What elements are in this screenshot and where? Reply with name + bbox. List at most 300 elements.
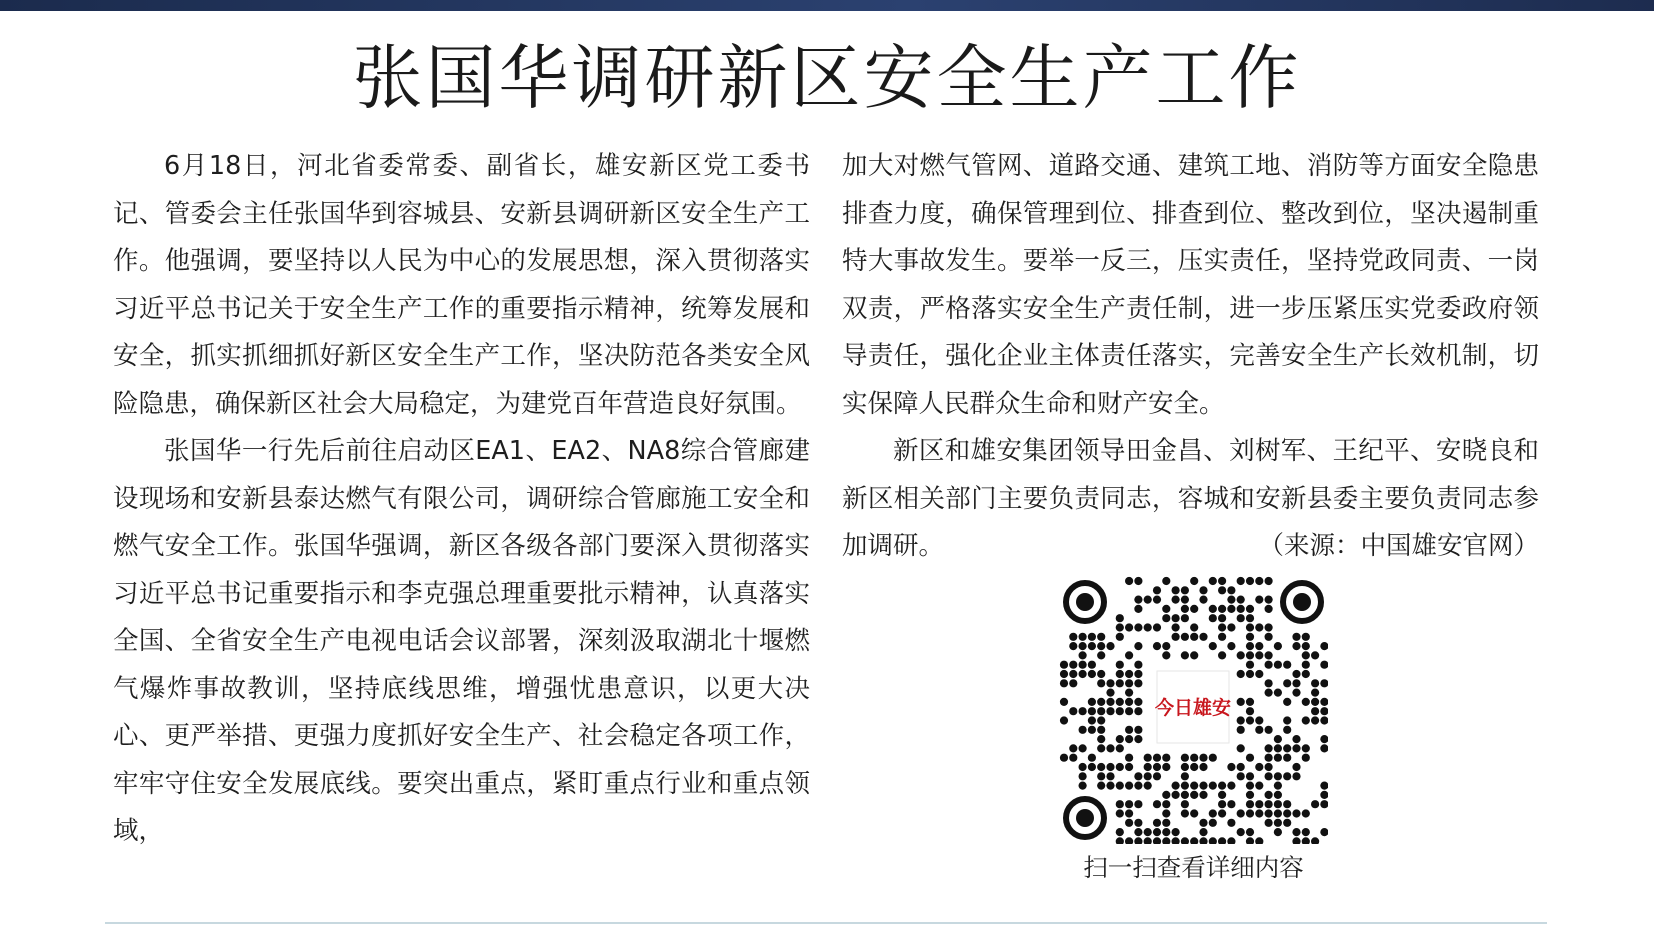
qr-module — [1162, 614, 1170, 622]
qr-module — [1265, 800, 1273, 808]
qr-module — [1079, 744, 1087, 752]
qr-module — [1125, 754, 1133, 762]
qr-module — [1292, 828, 1300, 836]
qr-module — [1265, 623, 1273, 631]
qr-module — [1079, 633, 1087, 641]
qr-module — [1190, 782, 1198, 790]
qr-module — [1255, 809, 1263, 817]
qr-module — [1237, 763, 1245, 771]
qr-module — [1255, 623, 1263, 631]
qr-module — [1274, 744, 1282, 752]
qr-module — [1116, 782, 1124, 790]
qr-module — [1209, 782, 1217, 790]
qr-module — [1153, 819, 1161, 827]
qr-module — [1274, 782, 1282, 790]
qr-module — [1181, 633, 1189, 641]
qr-module — [1181, 651, 1189, 659]
qr-module — [1311, 679, 1319, 687]
qr-module — [1172, 596, 1180, 604]
qr-module — [1227, 819, 1235, 827]
qr-module — [1311, 689, 1319, 697]
qr-module — [1218, 623, 1226, 631]
qr-module — [1181, 586, 1189, 594]
qr-module — [1246, 605, 1254, 613]
qr-module — [1134, 605, 1142, 613]
qr-module — [1144, 596, 1152, 604]
qr-module — [1292, 744, 1300, 752]
qr-module — [1311, 698, 1319, 706]
qr-module — [1079, 651, 1087, 659]
qr-module — [1144, 782, 1152, 790]
qr-module — [1125, 679, 1133, 687]
qr-module — [1097, 763, 1105, 771]
qr-module — [1218, 577, 1226, 585]
qr-module — [1283, 809, 1291, 817]
qr-module — [1125, 698, 1133, 706]
qr-module — [1237, 716, 1245, 724]
qr-module — [1116, 623, 1124, 631]
qr-module — [1106, 772, 1114, 780]
qr-module — [1265, 661, 1273, 669]
qr-module — [1209, 614, 1217, 622]
paragraph-2: 张国华一行先后前往启动区EA1、EA2、NA8综合管廊建设现场和安新县泰达燃气有限公司，调研综合管廊施工安全和燃气安全工作。张国华强调，新区各级各部门要深入贯彻落实习近平总书记重要指示和李克强总理重要批示精神，认真落实全国、全省安全生产电视电话会议部署，深刻汲取湖北十堰燃气爆炸事故教训，坚持底线思维，增强忧患意识，以更大决心、更严举措、更强力度抓好安全生产、社会稳定各项工作，牢牢守住安全发展底线。要突出重点，紧盯重点行业和重点领域， — [113, 436, 810, 846]
qr-module — [1190, 763, 1198, 771]
qr-module — [1227, 586, 1235, 594]
qr-module — [1246, 642, 1254, 650]
qr-module — [1097, 698, 1105, 706]
qr-module — [1181, 772, 1189, 780]
qr-module — [1246, 809, 1254, 817]
qr-module — [1134, 698, 1142, 706]
qr-module — [1265, 772, 1273, 780]
qr-module — [1172, 614, 1180, 622]
qr-module — [1172, 828, 1180, 836]
qr-module — [1060, 716, 1068, 724]
qr-module — [1069, 670, 1077, 678]
qr-module — [1144, 754, 1152, 762]
qr-module — [1190, 754, 1198, 762]
qr-module — [1116, 828, 1124, 836]
qr-module — [1116, 670, 1124, 678]
qr-module — [1302, 698, 1310, 706]
qr-module — [1116, 763, 1124, 771]
qr-module — [1162, 763, 1170, 771]
qr-module — [1125, 735, 1133, 743]
qr-module — [1134, 707, 1142, 715]
qr-module — [1237, 744, 1245, 752]
qr-module — [1134, 670, 1142, 678]
qr-module — [1153, 754, 1161, 762]
qr-module — [1069, 679, 1077, 687]
qr-module — [1181, 763, 1189, 771]
qr-module — [1125, 726, 1133, 734]
qr-module — [1069, 707, 1077, 715]
qr-module — [1246, 791, 1254, 799]
qr-module — [1097, 633, 1105, 641]
qr-module — [1106, 698, 1114, 706]
qr-module — [1134, 782, 1142, 790]
qr-module — [1302, 716, 1310, 724]
qr-module — [1134, 642, 1142, 650]
qr-module — [1125, 809, 1133, 817]
qr-module — [1069, 744, 1077, 752]
qr-module — [1134, 596, 1142, 604]
qr-module — [1292, 763, 1300, 771]
qr-module — [1274, 819, 1282, 827]
qr-module — [1302, 633, 1310, 641]
qr-module — [1144, 763, 1152, 771]
qr-module — [1302, 651, 1310, 659]
qr-module — [1125, 782, 1133, 790]
qr-module — [1227, 623, 1235, 631]
qr-module — [1172, 623, 1180, 631]
qr-module — [1283, 800, 1291, 808]
qr-module — [1153, 642, 1161, 650]
qr-module — [1088, 642, 1096, 650]
qr-module — [1106, 763, 1114, 771]
qr-module — [1097, 782, 1105, 790]
qr-module — [1302, 754, 1310, 762]
qr-module — [1265, 763, 1273, 771]
qr-module — [1209, 809, 1217, 817]
qr-module — [1283, 716, 1291, 724]
qr-module — [1265, 679, 1273, 687]
qr-module — [1153, 623, 1161, 631]
article-column-right — [842, 143, 1539, 571]
qr-module — [1209, 819, 1217, 827]
qr-module — [1125, 707, 1133, 715]
qr-module — [1069, 633, 1077, 641]
qr-module — [1069, 661, 1077, 669]
qr-module — [1227, 605, 1235, 613]
qr-module — [1283, 698, 1291, 706]
qr-module — [1116, 735, 1124, 743]
qr-module — [1227, 800, 1235, 808]
qr-module — [1097, 735, 1105, 743]
qr-module — [1116, 679, 1124, 687]
qr-module — [1134, 800, 1142, 808]
qr-module — [1292, 679, 1300, 687]
qr-module — [1069, 642, 1077, 650]
qr-module — [1079, 670, 1087, 678]
qr-module — [1181, 605, 1189, 613]
qr-module — [1153, 596, 1161, 604]
qr-module — [1079, 763, 1087, 771]
qr-module — [1265, 819, 1273, 827]
qr-module — [1162, 828, 1170, 836]
qr-module — [1134, 623, 1142, 631]
qr-module — [1237, 670, 1245, 678]
qr-module — [1227, 782, 1235, 790]
paragraph-2-continued: 加大对燃气管网、道路交通、建筑工地、消防等方面安全隐患排查力度，确保管理到位、排查到位、整改到位，坚决遏制重特大事故发生。要举一反三，压实责任，坚持党政同责、一岗双责，严格落实安全生产责任制，进一步压紧压实党委政府领导责任，强化企业主体责任落实，完善安全生产长效机制，切实保障人民群众生命和财产安全。 — [842, 151, 1539, 419]
qr-module — [1088, 716, 1096, 724]
qr-module — [1255, 800, 1263, 808]
qr-module — [1190, 633, 1198, 641]
qr-module — [1106, 689, 1114, 697]
qr-module — [1134, 661, 1142, 669]
qr-module — [1181, 800, 1189, 808]
qr-module — [1255, 596, 1263, 604]
qr-module — [1162, 809, 1170, 817]
qr-module — [1162, 754, 1170, 762]
qr-module — [1283, 726, 1291, 734]
qr-module — [1190, 809, 1198, 817]
qr-module — [1265, 754, 1273, 762]
qr-module — [1116, 698, 1124, 706]
qr-module — [1097, 716, 1105, 724]
qr-module — [1172, 586, 1180, 594]
qr-module — [1274, 791, 1282, 799]
qr-module — [1255, 726, 1263, 734]
qr-module — [1199, 586, 1207, 594]
qr-module — [1060, 698, 1068, 706]
qr-module — [1283, 744, 1291, 752]
qr-module — [1153, 586, 1161, 594]
qr-module — [1265, 577, 1273, 585]
qr-module — [1246, 698, 1254, 706]
qr-module — [1265, 689, 1273, 697]
qr-module — [1190, 623, 1198, 631]
qr-module — [1218, 651, 1226, 659]
qr-module — [1088, 661, 1096, 669]
qr-module — [1255, 642, 1263, 650]
qr-module — [1218, 800, 1226, 808]
qr-module — [1088, 633, 1096, 641]
qr-module — [1199, 819, 1207, 827]
qr-module — [1172, 633, 1180, 641]
qr-module — [1079, 661, 1087, 669]
qr-module — [1255, 763, 1263, 771]
qr-module — [1106, 707, 1114, 715]
qr-module — [1079, 782, 1087, 790]
qr-module — [1311, 707, 1319, 715]
qr-module — [1283, 772, 1291, 780]
qr-logo-text: 今日雄安 — [1154, 697, 1232, 719]
qr-module — [1144, 772, 1152, 780]
qr-module — [1265, 596, 1273, 604]
qr-module — [1246, 577, 1254, 585]
qr-module — [1292, 689, 1300, 697]
qr-module — [1134, 828, 1142, 836]
qr-module — [1218, 809, 1226, 817]
qr-module — [1116, 661, 1124, 669]
qr-module — [1237, 651, 1245, 659]
qr-module — [1181, 782, 1189, 790]
paragraph-1: 6月18日，河北省委常委、副省长，雄安新区党工委书记、管委会主任张国华到容城县、安新县调研新区安全生产工作。他强调，要坚持以人民为中心的发展思想，深入贯彻落实习近平总书记关于安全生产工作的重要指示精神，统筹发展和安全，抓实抓细抓好新区安全生产工作，坚决防范各类安全风险隐患，确保新区社会大局稳定，为建党百年营造良好氛围。 — [113, 151, 810, 419]
qr-module — [1088, 754, 1096, 762]
qr-module — [1116, 707, 1124, 715]
qr-module — [1088, 698, 1096, 706]
qr-module — [1302, 670, 1310, 678]
qr-module — [1274, 735, 1282, 743]
qr-module — [1218, 782, 1226, 790]
qr-module — [1097, 642, 1105, 650]
qr-module — [1255, 716, 1263, 724]
qr-module — [1060, 670, 1068, 678]
qr-module — [1283, 819, 1291, 827]
qr-module — [1237, 772, 1245, 780]
qr-module — [1246, 651, 1254, 659]
qr-module — [1106, 679, 1114, 687]
qr-module — [1311, 800, 1319, 808]
qr-module — [1246, 707, 1254, 715]
qr-module — [1227, 596, 1235, 604]
qr-module — [1106, 642, 1114, 650]
qr-module — [1199, 633, 1207, 641]
qr-module — [1246, 772, 1254, 780]
qr-module — [1265, 633, 1273, 641]
qr-module — [1274, 689, 1282, 697]
qr-module — [1302, 809, 1310, 817]
qr-module — [1302, 828, 1310, 836]
qr-module — [1097, 707, 1105, 715]
paragraph-3 — [842, 428, 1539, 571]
qr-module — [1302, 661, 1310, 669]
qr-module — [1116, 744, 1124, 752]
qr-module — [1265, 726, 1273, 734]
qr-module — [1125, 689, 1133, 697]
qr-module — [1274, 828, 1282, 836]
qr-module — [1144, 623, 1152, 631]
qr-module — [1237, 614, 1245, 622]
qr-module — [1153, 772, 1161, 780]
qr-module — [1079, 642, 1087, 650]
qr-module — [1218, 791, 1226, 799]
attendees-text: 新区和雄安集团领导田金昌、刘树军、王纪平、安晓良和新区相关部门主要负责同志，容城和安新县委主要负责同志参加调研。 — [842, 436, 1539, 561]
qr-module — [1162, 642, 1170, 650]
qr-module — [1162, 791, 1170, 799]
qr-module — [1199, 782, 1207, 790]
qr-module — [1246, 661, 1254, 669]
qr-module — [1088, 763, 1096, 771]
article-column-left — [113, 143, 810, 856]
qr-module — [1274, 772, 1282, 780]
qr-module — [1097, 651, 1105, 659]
qr-module — [1227, 763, 1235, 771]
qr-caption: 扫一扫查看详细内容 — [1083, 853, 1304, 882]
qr-module — [1292, 642, 1300, 650]
qr-module — [1209, 754, 1217, 762]
qr-module — [1134, 726, 1142, 734]
qr-module — [1144, 828, 1152, 836]
qr-module — [1218, 633, 1226, 641]
source-credit: （来源：中国雄安官网） — [1258, 531, 1539, 561]
qr-module — [1265, 651, 1273, 659]
qr-module — [1190, 791, 1198, 799]
qr-module — [1311, 651, 1319, 659]
qr-module — [1218, 614, 1226, 622]
qr-module — [1302, 642, 1310, 650]
qr-module — [1162, 605, 1170, 613]
qr-module — [1311, 716, 1319, 724]
qr-module — [1116, 809, 1124, 817]
qr-module — [1237, 809, 1245, 817]
qr-code[interactable] — [1059, 576, 1328, 844]
qr-module — [1134, 679, 1142, 687]
qr-module — [1209, 605, 1217, 613]
qr-module — [1199, 754, 1207, 762]
qr-module — [1265, 809, 1273, 817]
qr-module — [1079, 772, 1087, 780]
qr-module — [1246, 623, 1254, 631]
qr-module — [1237, 828, 1245, 836]
qr-module — [1265, 791, 1273, 799]
qr-module — [1181, 596, 1189, 604]
qr-module — [1209, 642, 1217, 650]
qr-module — [1125, 623, 1133, 631]
qr-module — [1246, 828, 1254, 836]
qr-module — [1116, 614, 1124, 622]
qr-module — [1283, 661, 1291, 669]
qr-module — [1060, 661, 1068, 669]
qr-module — [1172, 791, 1180, 799]
qr-module — [1079, 707, 1087, 715]
qr-module — [1088, 670, 1096, 678]
qr-module — [1292, 809, 1300, 817]
qr-module — [1181, 754, 1189, 762]
qr-module — [1162, 651, 1170, 659]
qr-module — [1218, 586, 1226, 594]
qr-module — [1274, 661, 1282, 669]
qr-module — [1237, 726, 1245, 734]
qr-module — [1199, 596, 1207, 604]
qr-module — [1088, 726, 1096, 734]
qr-module — [1079, 726, 1087, 734]
qr-module — [1246, 716, 1254, 724]
qr-module — [1097, 679, 1105, 687]
qr-module — [1246, 614, 1254, 622]
qr-module — [1181, 614, 1189, 622]
qr-module — [1097, 726, 1105, 734]
article-title: 张国华调研新区安全生产工作 — [352, 37, 1302, 119]
qr-module — [1199, 763, 1207, 771]
qr-module — [1125, 763, 1133, 771]
qr-module — [1199, 791, 1207, 799]
top-banner-bar — [0, 0, 1654, 11]
qr-module — [1237, 596, 1245, 604]
qr-module — [1125, 577, 1133, 585]
qr-module — [1097, 670, 1105, 678]
qr-module — [1283, 754, 1291, 762]
qr-module — [1097, 744, 1105, 752]
qr-module — [1292, 772, 1300, 780]
qr-module — [1134, 735, 1142, 743]
qr-module — [1097, 772, 1105, 780]
qr-module — [1292, 633, 1300, 641]
qr-module — [1153, 828, 1161, 836]
bottom-divider — [105, 922, 1547, 924]
qr-module — [1116, 633, 1124, 641]
qr-module — [1181, 809, 1189, 817]
qr-module — [1060, 754, 1068, 762]
qr-module — [1153, 800, 1161, 808]
qr-module — [1246, 670, 1254, 678]
qr-module — [1190, 605, 1198, 613]
qr-module — [1106, 782, 1114, 790]
qr-module — [1106, 744, 1114, 752]
qr-module — [1190, 577, 1198, 585]
qr-module — [1125, 819, 1133, 827]
qr-module — [1283, 679, 1291, 687]
qr-module — [1125, 670, 1133, 678]
qr-module — [1237, 577, 1245, 585]
qr-module — [1274, 754, 1282, 762]
qr-module — [1134, 577, 1142, 585]
qr-module — [1246, 633, 1254, 641]
qr-module — [1265, 744, 1273, 752]
qr-module — [1134, 819, 1142, 827]
qr-module — [1255, 782, 1263, 790]
